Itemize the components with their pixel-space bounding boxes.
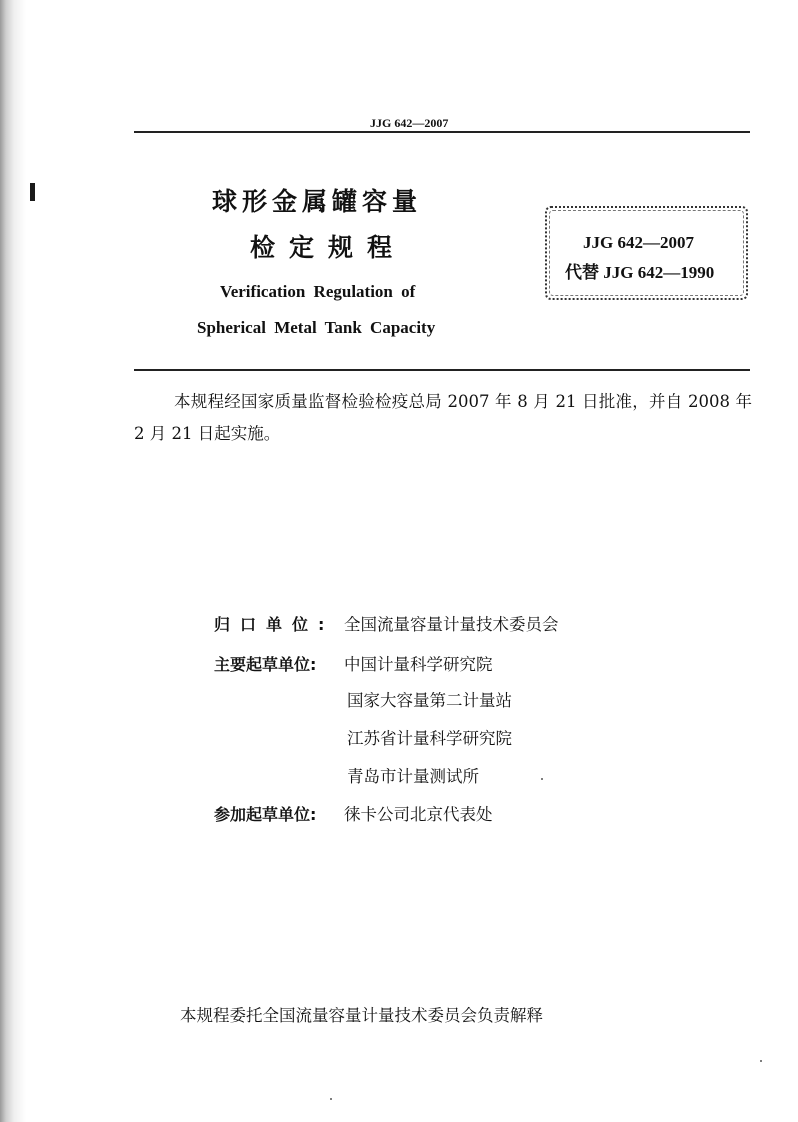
responsible-unit-label: 归口单位:: [214, 615, 335, 634]
main-drafting-unit-label: 主要起草单位:: [214, 655, 317, 674]
main-drafting-unit-value: 青岛市计量测试所: [347, 767, 479, 786]
interpretation-note: 本规程委托全国流量容量计量技术委员会负责解释: [180, 1006, 543, 1025]
title-rule: [134, 369, 750, 371]
approval-statement: 本规程经国家质量监督检验检疫总局 2007 年 8 月 21 日批准，并自 2008 年 2 月 21 日起实施。: [134, 392, 752, 443]
scan-edge-mark: [30, 183, 35, 201]
participating-unit-row: [214, 801, 493, 831]
responsible-unit-value: 全国流量容量计量技术委员会: [344, 615, 559, 634]
participating-unit-label: 参加起草单位:: [214, 805, 317, 824]
header-rule: [134, 131, 750, 133]
title-chinese-line-2: 检定规程: [250, 233, 407, 262]
scan-speck: [760, 1060, 762, 1062]
title-english-line-2: Spherical Metal Tank Capacity: [197, 318, 436, 337]
scan-speck: [330, 1098, 332, 1100]
scan-speck: [541, 778, 543, 780]
main-drafting-unit-value: 国家大容量第二计量站: [347, 691, 512, 710]
header-standard-code: JJG 642—2007: [370, 116, 449, 130]
main-drafting-unit-value: 江苏省计量科学研究院: [347, 729, 512, 748]
main-drafting-unit-value: 中国计量科学研究院: [344, 655, 493, 674]
code-box-inner-border: [549, 210, 744, 296]
main-drafting-unit-row: [214, 651, 493, 681]
title-english-line-1: Verification Regulation of: [220, 282, 416, 301]
title-chinese-line-1: 球形金属罐容量: [212, 187, 423, 216]
standard-code-box: [545, 206, 748, 300]
replaced-code: 代替 JJG 642—1990: [565, 263, 715, 282]
participating-unit-value: 徕卡公司北京代表处: [344, 805, 493, 824]
responsible-unit-row: [214, 611, 559, 641]
scan-edge-shadow: [0, 0, 26, 1122]
current-code: JJG 642—2007: [583, 233, 694, 252]
